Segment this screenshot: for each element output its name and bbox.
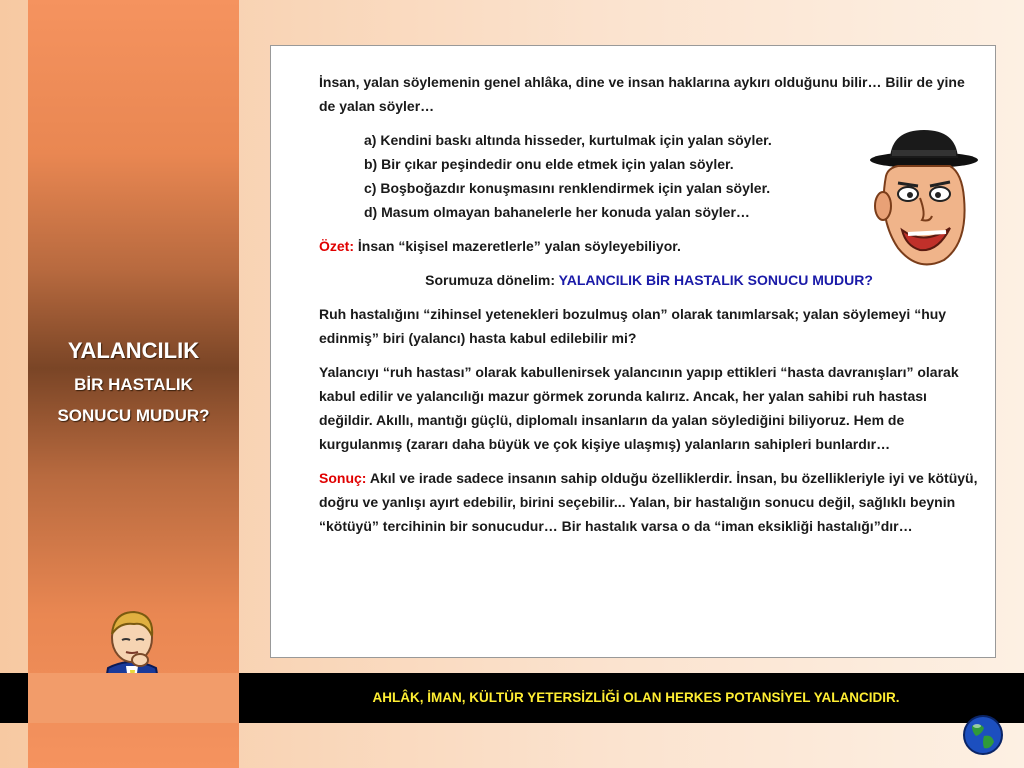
sidebar-title-line3: SONUCU MUDUR? (57, 406, 210, 425)
footer-bar (0, 673, 1024, 723)
globe-icon[interactable] (962, 714, 1004, 756)
list-item: b) Bir çıkar peşindedir onu elde etmek için yalan söyler. (364, 156, 734, 172)
sidebar-title (28, 336, 239, 428)
list-item: a) Kendini baskı altında hisseder, kurtulmak için yalan söyler. (364, 132, 772, 148)
sidebar-title-line2: BİR HASTALIK (74, 375, 193, 394)
list-item: c) Boşboğazdır konuşmasını renklendirmek için yalan söyler. (364, 180, 771, 196)
conclusion-paragraph (319, 466, 979, 538)
return-question: YALANCILIK BİR HASTALIK SONUCU MUDUR? (558, 272, 873, 288)
summary-label: Özet: (319, 238, 354, 254)
liar-face-icon (868, 128, 980, 274)
conclusion-text: Akıl ve irade sadece insanın sahip olduğu özelliklerdir. İnsan, bu özellikleriyle iyi ve kötüyü, doğru ve yanlışı ayırt edebilir, birini seçebilir... Yalan, bir hastalığın sonucu değil, sağlıklı beynin “kötüyü” tercihinin bir sonucudur… Bir hastalık varsa o da “iman eksikliği hastalığı”dır… (319, 470, 978, 534)
conclusion-label: Sonuç: (319, 470, 367, 486)
sidebar-title-line1: YALANCILIK (67, 338, 200, 363)
footer-banner-text: AHLÂK, İMAN, KÜLTÜR YETERSİZLİĞİ OLAN HERKES POTANSİYEL YALANCIDIR. (372, 690, 900, 705)
definition-paragraph: Ruh hastalığını “zihinsel yetenekleri bozulmuş olan” olarak tanımlarsak; yalan söylemeyi “huy edinmiş” biri (yalancı) hasta kabul edilebilir mi? (319, 306, 947, 346)
argument-paragraph: Yalancıyı “ruh hastası” olarak kabullenirsek yalancının yapıp ettikleri “hasta davranışları” olarak kabul edilir ve yalancılığı mazur görmek zorunda kalırız. Ancak, her yalan sahibi ruh hastası değildir. Akıllı, mantığı güçlü, diplomalı insanların da yalan söylediğini biliyoruz. Hem de kurgulanmış (zararı daha büyük ve çok kişiye ulaşmış) yalanların sahipleri bunlardır… (319, 364, 959, 452)
list-item: d) Masum olmayan bahanelerle her konuda yalan söyler… (364, 204, 750, 220)
summary-text: İnsan “kişisel mazeretlerle” yalan söyleyebiliyor. (354, 238, 681, 254)
footer-sidebar-gap (28, 673, 239, 723)
return-label: Sorumuza dönelim: (425, 272, 559, 288)
intro-paragraph: İnsan, yalan söylemenin genel ahlâka, dine ve insan haklarına aykırı olduğunu bilir… Bilir de yine de yalan söyler… (319, 74, 965, 114)
